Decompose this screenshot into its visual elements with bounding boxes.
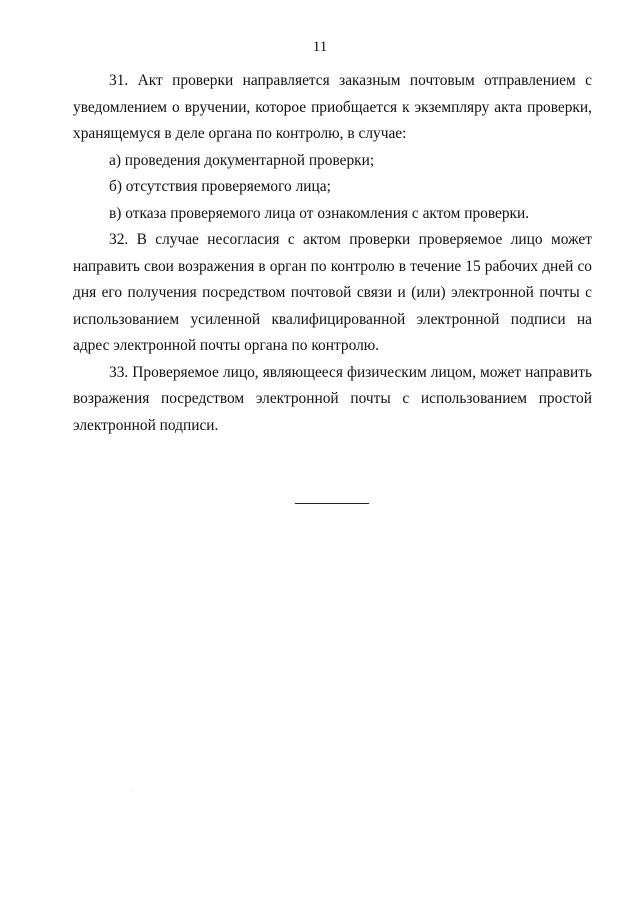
scan-artifact: · ·	[132, 788, 137, 796]
page-number: 11	[312, 39, 328, 55]
list-item-c: в) отказа проверяемого лица от ознакомления с актом проверки.	[109, 204, 530, 222]
end-separator-line	[295, 503, 369, 504]
document-body	[73, 68, 592, 439]
paragraph-32: 32. В случае несогласия с актом проверки проверяемое лицо может направить свои возражения в орган по контролю в течение 15 рабочих дней со дня его получения посредством почтовой связи и (или) электронной почты с использованием усиленной квалифицированной электронной подписи на адрес электронной почты органа по контролю.	[73, 231, 592, 354]
list-item-a: а) проведения документарной проверки;	[109, 151, 375, 169]
list-item-b: б) отсутствия проверяемого лица;	[109, 178, 331, 195]
paragraph-33: 33. Проверяемое лицо, являющееся физическим лицом, может направить возражения посредством электронной почты с использованием простой электронной подписи.	[73, 363, 592, 434]
paragraph-31: 31. Акт проверки направляется заказным почтовым отправлением с уведомлением о вручении, которое приобщается к экземпляру акта проверки, хранящемуся в деле органа по контролю, в случае:	[73, 72, 592, 142]
